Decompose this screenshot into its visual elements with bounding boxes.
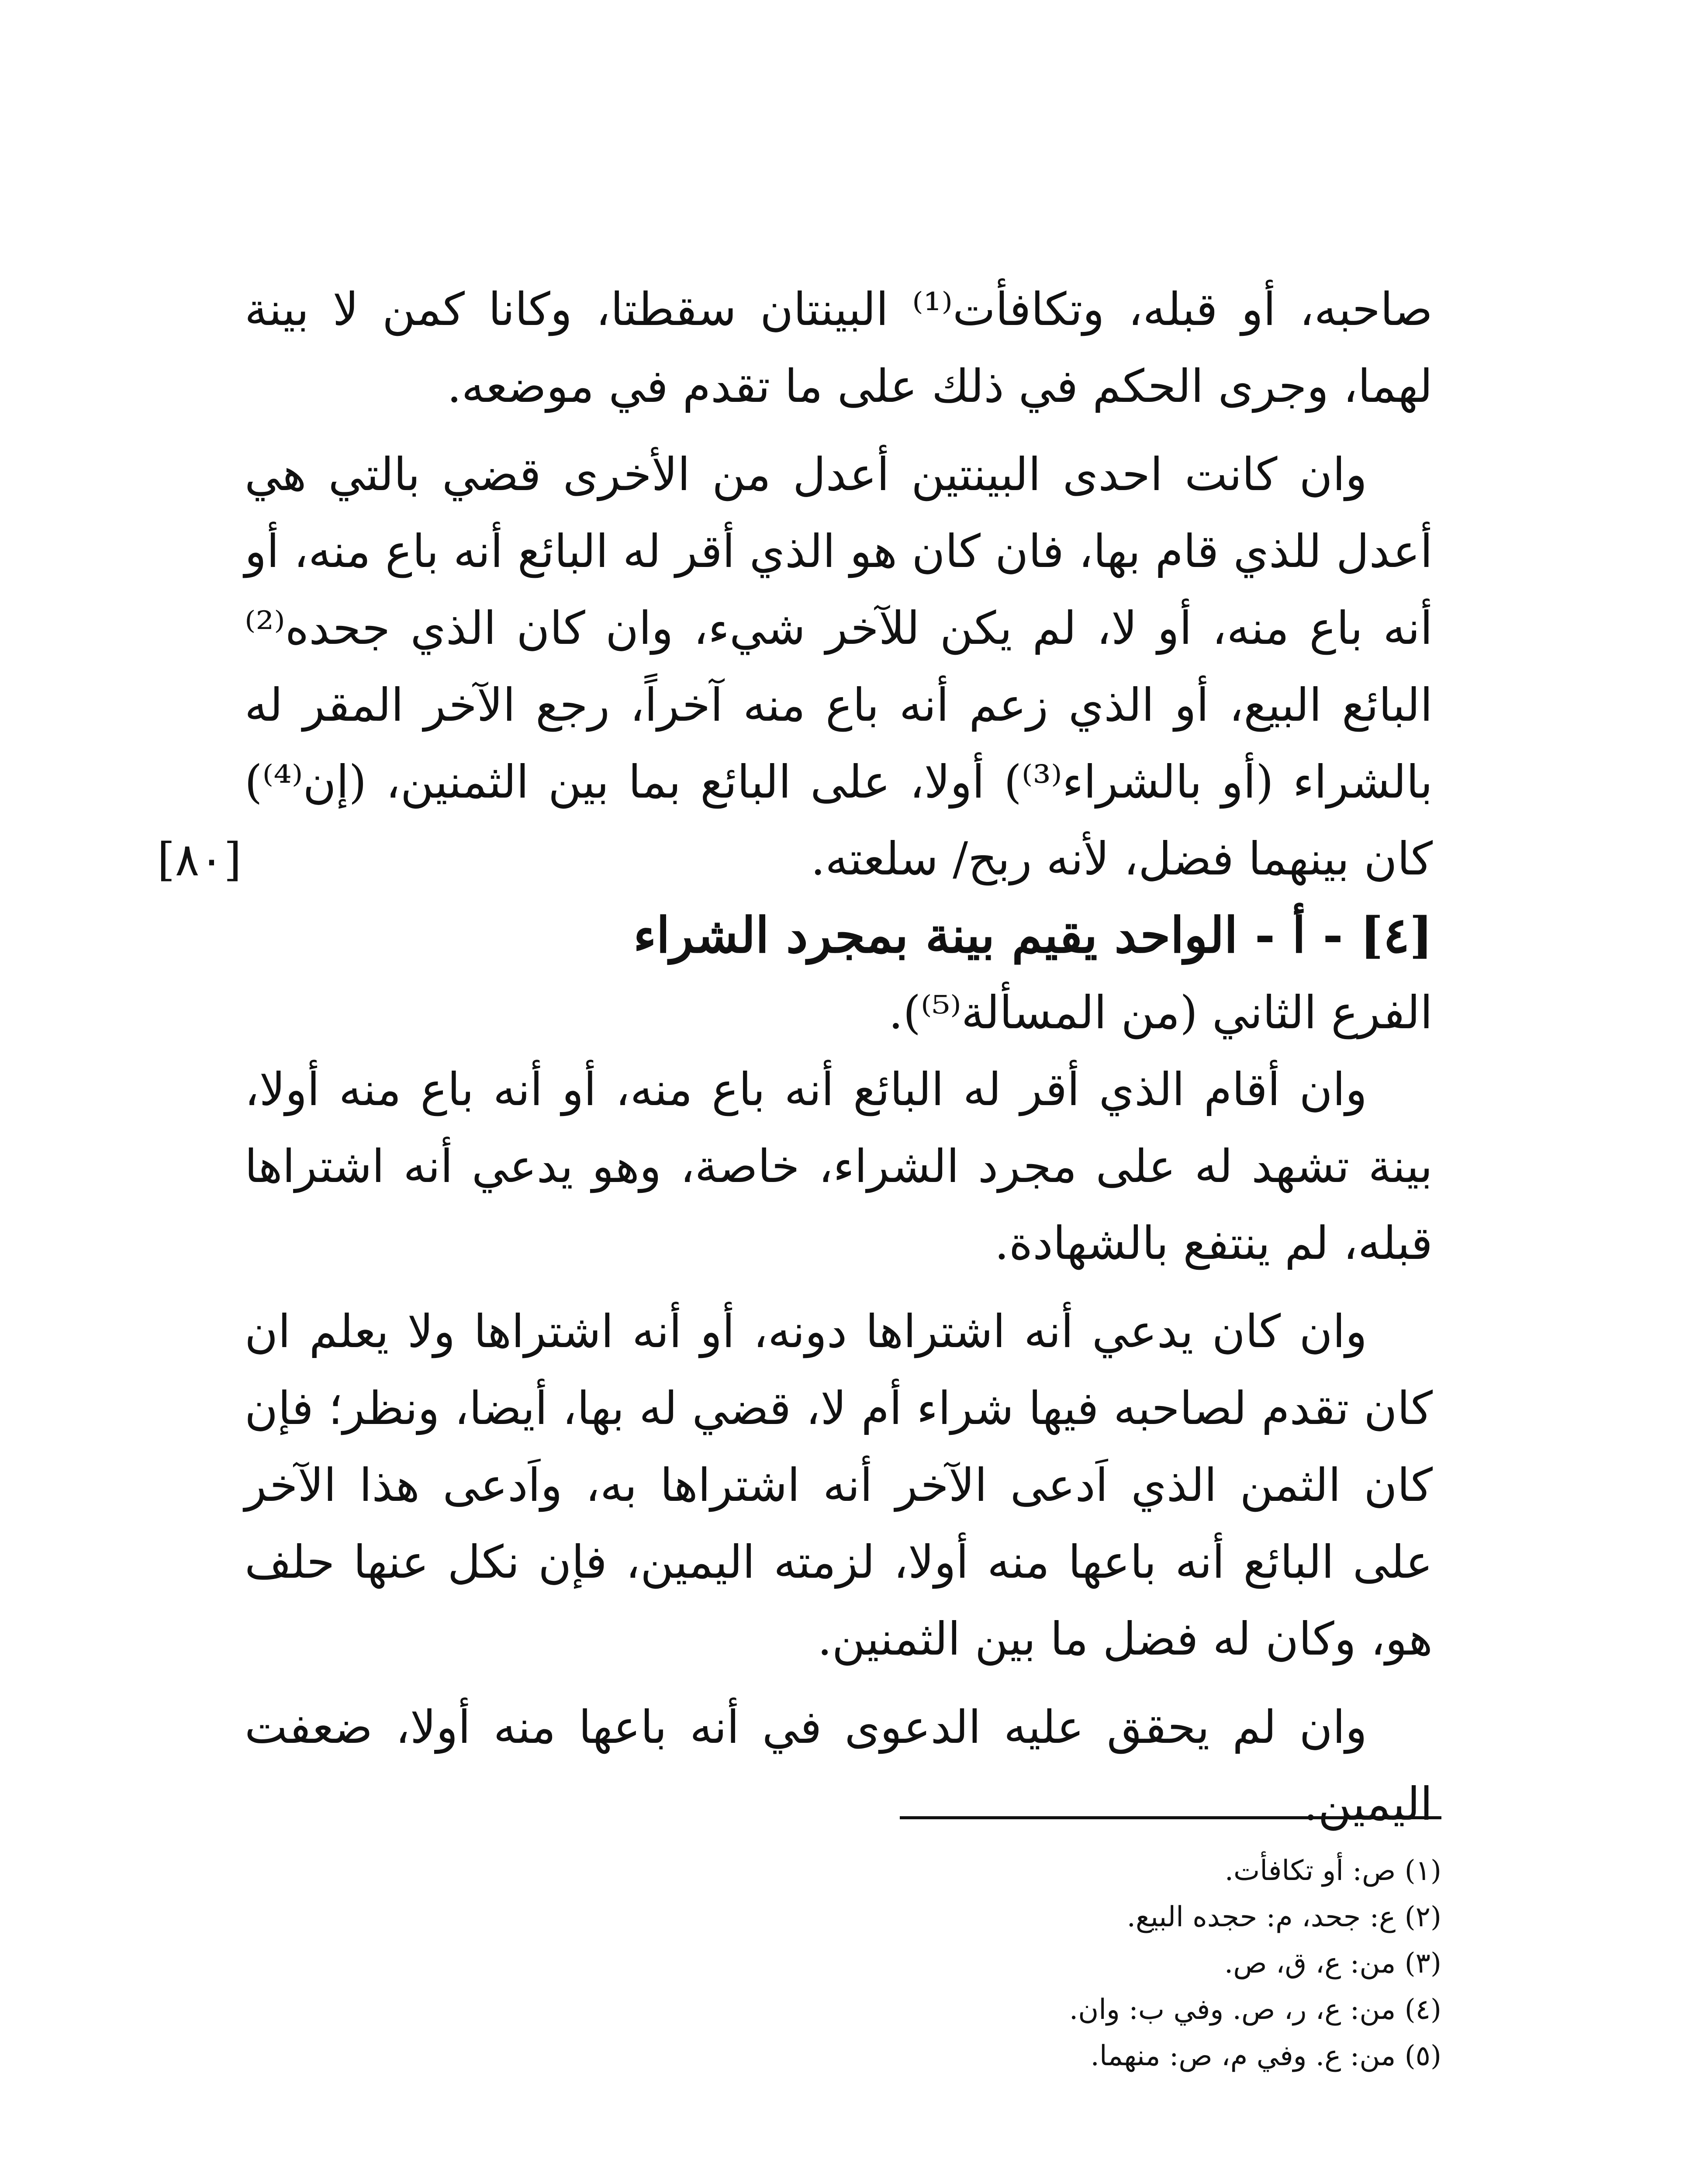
footnote-item: (٢) ع: جحد، م: حجده البيع. (1126, 1901, 1441, 1933)
section-heading: [٤] - أ - الواحد يقيم بينة بمجرد الشراء (633, 907, 1433, 964)
paragraph-mere-purchase: وان أقام الذي أقر له البائع أنه باع منه، أو أنه باع منه أولا، بينة تشهد له على مجرد الشراء، خاصة، وهو يدعي أنه اشتراها قبله، لم ينتفع بالشهادة. (245, 1063, 1433, 1270)
paragraph-oath-weakened: وان لم يحقق عليه الدعوى في أنه باعها منه أولا، ضعفت اليمين. (245, 1700, 1433, 1831)
paragraph-second-branch: الفرع الثاني (من المسألة⁽⁵⁾). (888, 986, 1433, 1039)
paragraph-fairer-evidence: وان كانت احدى البينتين أعدل من الأخرى قضي بالتي هي أعدل للذي قام بها، فان كان هو الذي أقر له البائع أنه باع منه، أو أنه باع منه، أو لا، لم يكن للآخر شيء، وان كان الذي جحده⁽²⁾ البائع البيع، أو الذي زعم أنه باع منه آخراً، رجع الآخر المقر له بالشراء (أو بالشراء⁽³⁾) أولا، على البائع بما بين الثمنين، (إن⁽⁴⁾) كان بينهما فضل، لأنه ربح/ سلعته. (245, 448, 1433, 885)
main-text (245, 271, 1433, 1842)
manuscript-page-marker: [٨٠] (157, 833, 242, 886)
paragraph-claims-after: وان كان يدعي أنه اشتراها دونه، أو أنه اشتراها ولا يعلم ان كان تقدم لصاحبه فيها شراء أم لا، قضي له بها، أيضا، ونظر؛ فإن كان الثمن الذي اَدعى الآخر أنه اشتراها به، واَدعى هذا الآخر على البائع أنه باعها منه أولا، لزمته اليمين، فإن نكل عنها حلف هو، وكان له فضل ما بين الثمنين. (245, 1305, 1433, 1666)
paragraph-continuation: صاحبه، أو قبله، وتكافأت⁽¹⁾ البينتان سقطتا، وكانا كمن لا بينة لهما، وجرى الحكم في ذلك على ما تقدم في موضعه. (245, 283, 1433, 413)
footnote-item: (٥) من: ع. وفي م، ص: منهما. (1090, 2040, 1441, 2072)
footnote-item: (١) ص: أو تكافأت. (1224, 1855, 1441, 1887)
footnotes (743, 1848, 1441, 2079)
footnote-item: (٤) من: ع، ر، ص. وفي ب: وان. (1069, 1994, 1441, 2026)
footnote-divider (900, 1816, 1441, 1819)
footnote-item: (٣) من: ع، ق، ص. (1224, 1947, 1441, 1980)
